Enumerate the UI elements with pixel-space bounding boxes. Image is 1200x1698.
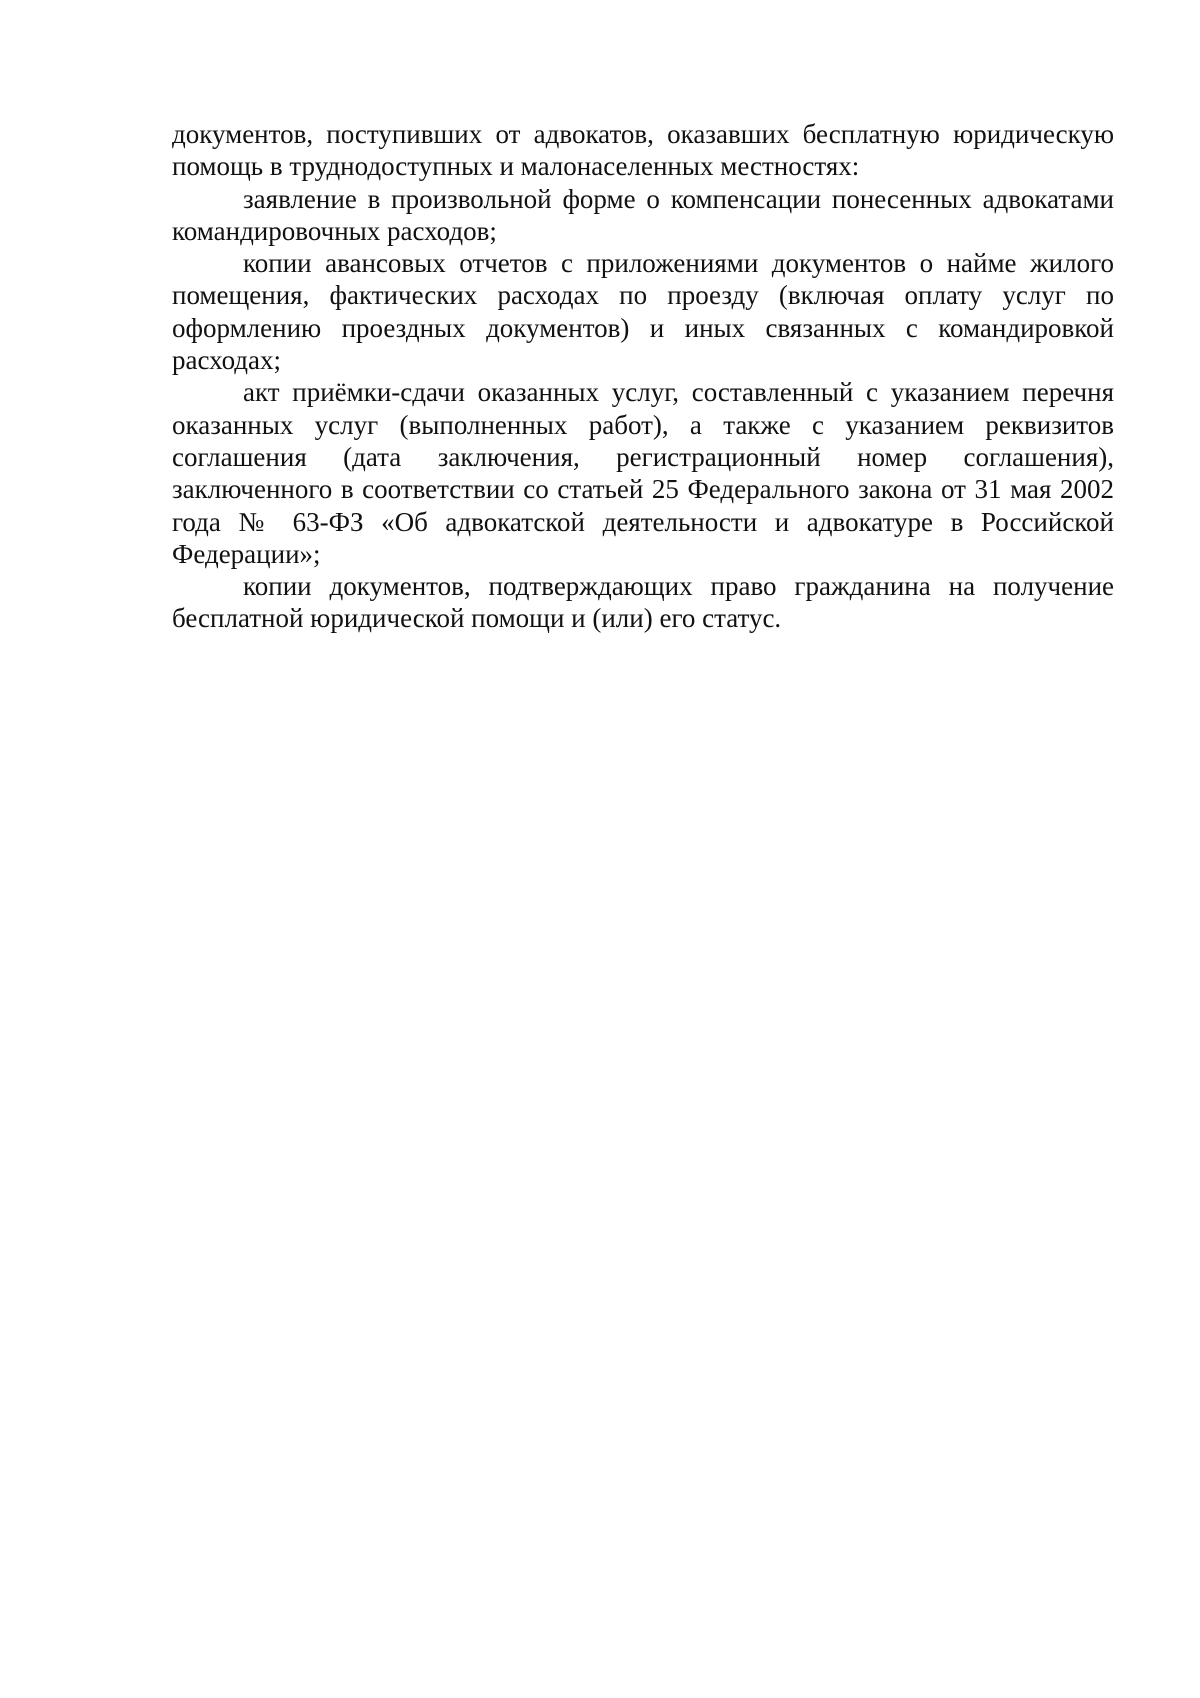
paragraph-advance-reports: копии авансовых отчетов с приложениями документов о найме жилого помещения, фактических расходах по проезду (включая оплату услуг по оформлению проездных документов) и иных связанных с командировкой расходах; <box>172 248 1114 376</box>
paragraph-documents-from-advocates: документов, поступивших от адвокатов, оказавших бесплатную юридическую помощь в труднодоступных и малонаселенных местностях: <box>172 119 1114 182</box>
paragraph-acceptance-act: акт приёмки-сдачи оказанных услуг, составленный с указанием перечня оказанных услуг (выполненных работ), а также с указанием реквизитов соглашения (дата заключения, регистрационный номер соглашения), заключенного в соответствии со статьей 25 Федерального закона от 31 мая 2002 года № 63-ФЗ «Об адвокатской деятельности и адвокатуре в Российской Федерации»; <box>172 377 1114 569</box>
document-body <box>172 118 1114 635</box>
paragraph-compensation-application: заявление в произвольной форме о компенсации понесенных адвокатами командировочных расходов; <box>172 183 1114 246</box>
paragraph-eligibility-documents: копии документов, подтверждающих право гражданина на получение бесплатной юридической помощи и (или) его статус. <box>172 571 1114 634</box>
